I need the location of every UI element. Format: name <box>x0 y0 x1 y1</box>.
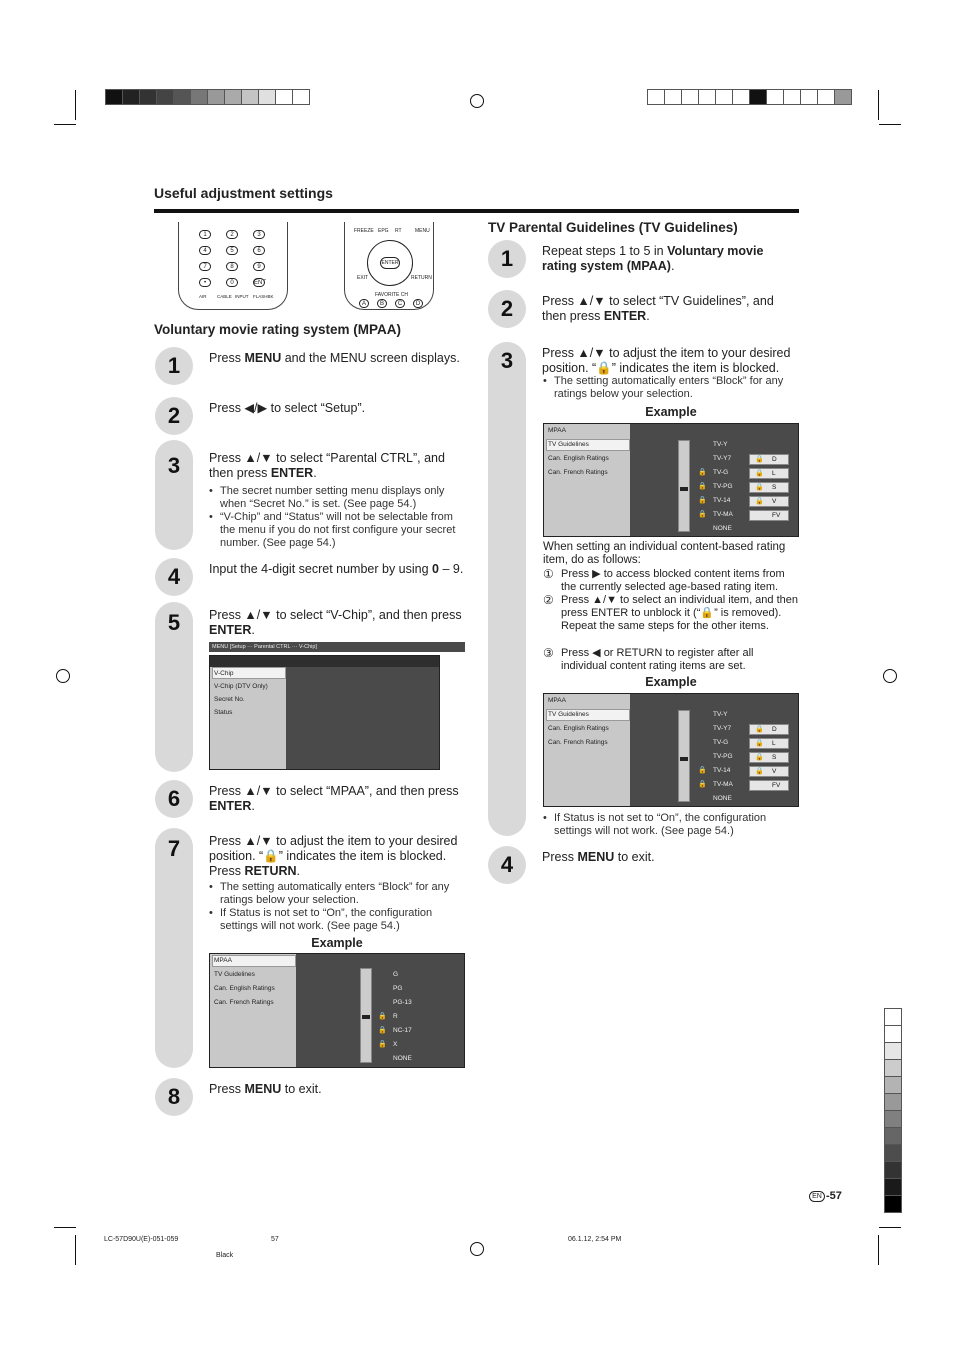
favorite-key: B <box>377 299 387 308</box>
favorite-key: D <box>413 299 423 308</box>
rating-label: TV-Y <box>713 441 728 448</box>
color-swatch <box>884 1093 902 1111</box>
content-rating-box <box>749 482 789 493</box>
rating-label: PG-13 <box>393 999 412 1006</box>
color-swatch <box>884 1008 902 1026</box>
lock-icon: 🔒 <box>755 726 764 733</box>
color-swatch <box>749 89 767 105</box>
content-rating-code: D <box>772 456 777 463</box>
step-text-bold: MENU <box>244 351 282 365</box>
remote-key: 2 <box>226 230 238 239</box>
content-rating-box <box>749 510 789 521</box>
vchip-menu-item: Secret No. <box>214 696 245 703</box>
step-text-bold: ENTER <box>603 309 647 323</box>
color-swatch <box>698 89 716 105</box>
step-number: 3 <box>155 447 193 485</box>
step-text-bold: ENTER <box>270 466 314 480</box>
step-text <box>209 451 465 481</box>
page-ref: 57 <box>271 1236 279 1243</box>
step-number: 8 <box>155 1078 193 1116</box>
menu-label: MENU <box>415 228 430 234</box>
step-number: 2 <box>155 397 193 435</box>
exit-label: EXIT <box>357 275 369 281</box>
osd-slider <box>678 710 690 802</box>
step-text-post: to exit. <box>281 1082 322 1096</box>
lock-icon: 🔒 <box>755 768 764 775</box>
content-rating-code: V <box>772 498 777 505</box>
rating-label: NONE <box>713 795 732 802</box>
content-rating-box <box>749 468 789 479</box>
tv-heading: TV Parental Guidelines (TV Guidelines) <box>488 220 738 235</box>
rating-label: TV-14 <box>713 767 731 774</box>
remote-label: CABLE <box>217 294 232 299</box>
rating-label: TV-PG <box>713 483 733 490</box>
mpaa-osd <box>209 953 465 1068</box>
crop-mark <box>879 1227 901 1228</box>
enter-button: ENTER <box>380 257 400 269</box>
step-number: 7 <box>155 830 193 868</box>
tv-osd-example-2 <box>543 693 799 807</box>
step-number: 1 <box>488 240 526 278</box>
remote-key: 3 <box>253 230 265 239</box>
rating-label: TV-14 <box>713 497 731 504</box>
step-text-post: to exit. <box>614 850 655 864</box>
content-rating-code: FV <box>772 512 781 519</box>
osd-menu-item: MPAA <box>214 957 232 964</box>
remote-label: INPUT <box>235 294 249 299</box>
osd-menu-item: Can. French Ratings <box>548 469 608 476</box>
content-rating-code: FV <box>772 782 781 789</box>
vchip-menu-bar: MENU [Setup ··· Parental CTRL ··· V-Chip] <box>209 642 465 652</box>
step-text-pre: Press ▲/▼ to select “TV Guidelines”, and then press <box>542 294 774 323</box>
remote-label: FLASHBK <box>253 294 274 299</box>
vchip-menu-item: Status <box>214 709 233 716</box>
step-text-pre: Press <box>542 850 578 864</box>
substep-number: ② <box>543 593 554 607</box>
favorite-key: C <box>395 299 405 308</box>
step-text-post: . <box>251 623 255 637</box>
step-text-bold: Voluntary movie rating system (MPAA) <box>542 244 764 273</box>
mpaa-step7-bullet-1: • The setting automatically enters “Block” for any ratings below your selection. <box>209 881 464 907</box>
color-swatch <box>817 89 835 105</box>
color-swatch <box>800 89 818 105</box>
osd-menu-item: Can. English Ratings <box>548 725 609 732</box>
step-text <box>209 401 465 416</box>
content-rating-box <box>749 752 789 763</box>
osd-menu-item: Can. English Ratings <box>214 985 275 992</box>
tv-step3-bullet: • The setting automatically enters “Block” for any ratings below your selection. <box>543 375 799 401</box>
color-swatch <box>766 89 784 105</box>
substep-number: ③ <box>543 646 554 660</box>
content-rating-box <box>749 766 789 777</box>
crop-mark <box>54 1227 76 1228</box>
osd-menu-item: Can. English Ratings <box>548 455 609 462</box>
step-text <box>209 834 465 879</box>
content-rating-box <box>749 780 789 791</box>
remote-key: 9 <box>253 262 265 271</box>
color-swatch <box>884 1110 902 1128</box>
timestamp: 06.1.12, 2:54 PM <box>568 1236 622 1243</box>
lock-icon: 🔒 <box>755 754 764 761</box>
lock-icon: 🔒 <box>698 469 707 476</box>
step-text-post: – 9. <box>439 562 464 576</box>
vchip-menu-top <box>210 656 439 667</box>
step-text-pre: Press ▲/▼ to adjust the item to your desired position. “🔒” indicates the item is blocked. <box>542 346 791 375</box>
step-number: 4 <box>155 558 193 596</box>
step-text <box>542 294 798 324</box>
step-bar <box>488 342 526 836</box>
step-text-bold: MENU <box>244 1082 282 1096</box>
lock-icon: 🔒 <box>698 781 707 788</box>
step-text-pre: Input the 4-digit secret number by using <box>209 562 433 576</box>
step-text-post: . <box>646 309 650 323</box>
step-text-post: . <box>313 466 317 480</box>
color-swatch <box>783 89 801 105</box>
remote-navigation-pad <box>344 222 434 310</box>
remote-key: 1 <box>199 230 211 239</box>
osd-menu-item: Can. French Ratings <box>214 999 274 1006</box>
color-swatch <box>207 89 225 105</box>
substep-text: Press ◀ or RETURN to register after all individual content rating items are set. <box>561 647 754 672</box>
color-swatch <box>664 89 682 105</box>
remote-key: 4 <box>199 246 211 255</box>
remote-key: 0 <box>226 278 238 287</box>
crop-mark <box>878 1235 879 1265</box>
lock-icon: 🔒 <box>698 483 707 490</box>
content-rating-code: S <box>772 754 777 761</box>
registration-mark <box>883 669 897 683</box>
rating-label: TV-G <box>713 739 729 746</box>
color-swatch <box>884 1161 902 1179</box>
lock-icon: 🔒 <box>378 1041 387 1048</box>
step-number: 4 <box>488 846 526 884</box>
tv-example-label-1: Example <box>645 405 697 419</box>
mpaa-step7-bullet-2: • If Status is not set to “On”, the configuration settings will not work. (See page 54.) <box>209 907 464 933</box>
color-swatch <box>681 89 699 105</box>
rating-label: NONE <box>393 1055 412 1062</box>
color-swatch <box>884 1025 902 1043</box>
step-text-bold: ENTER <box>209 623 252 637</box>
content-rating-box <box>749 454 789 465</box>
color-swatch <box>258 89 276 105</box>
remote-key: ENT <box>254 280 266 286</box>
color-swatch <box>884 1042 902 1060</box>
color-swatch <box>241 89 259 105</box>
osd-slider <box>678 440 690 532</box>
lock-icon: 🔒 <box>755 456 764 463</box>
mpaa-slider <box>360 968 372 1063</box>
mpaa-step3-bullet-1: • The secret number setting menu displays only when “Secret No.” is set. (See page 54.) <box>209 485 464 511</box>
rating-label: TV-MA <box>713 511 733 518</box>
lock-icon: 🔒 <box>378 1027 387 1034</box>
color-swatch <box>884 1127 902 1145</box>
content-rating-code: D <box>772 726 777 733</box>
substep-number: ① <box>543 567 554 581</box>
step-text <box>209 784 465 814</box>
crop-mark <box>54 124 76 125</box>
content-rating-box <box>749 496 789 507</box>
step-text <box>209 608 465 638</box>
rating-label: X <box>393 1041 398 1048</box>
content-rating-code: S <box>772 484 777 491</box>
lock-icon: 🔒 <box>378 1013 387 1020</box>
registration-mark <box>470 94 484 108</box>
color-swatch <box>139 89 157 105</box>
rating-label: NONE <box>713 525 732 532</box>
rating-label: TV-Y <box>713 711 728 718</box>
step-text-post: . <box>251 799 255 813</box>
color-swatch <box>122 89 140 105</box>
step-text-pre: Press <box>209 351 245 365</box>
page-number: -57 <box>826 1190 842 1202</box>
favorite-ch-label: FAVORITE CH <box>375 292 408 298</box>
registration-mark <box>470 1242 484 1256</box>
mpaa-heading: Voluntary movie rating system (MPAA) <box>154 322 402 337</box>
step-number: 6 <box>155 780 193 818</box>
rating-label: R <box>393 1013 398 1020</box>
mpaa-step3-bullet-2: • “V-Chip” and “Status” will not be selectable from the menu if you do not first configure your secret number. (See page 54.) <box>209 511 464 550</box>
color-swatch <box>190 89 208 105</box>
step-text-post: . <box>296 864 301 878</box>
step-text-bold: 0 <box>432 562 439 576</box>
lock-icon: 🔒 <box>698 497 707 504</box>
content-rating-code: V <box>772 768 777 775</box>
color-label: Black <box>216 1252 234 1259</box>
remote-key: 6 <box>253 246 265 255</box>
color-swatch <box>292 89 310 105</box>
favorite-key: A <box>359 299 369 308</box>
step-text-pre: Press ▲/▼ to select “MPAA”, and then press <box>209 784 459 798</box>
crop-mark <box>75 1235 76 1265</box>
osd-menu-item: Can. French Ratings <box>548 739 608 746</box>
step-text-pre: Press ▲/▼ to select “V-Chip”, and then press <box>209 608 462 622</box>
freeze-label: FREEZE <box>354 228 374 234</box>
rt-label: RT <box>395 228 402 234</box>
substep-text: Press ▲/▼ to select an individual item, and then press ENTER to unblock it (“🔒” is removed). Repeat the same steps for the other items. <box>561 594 799 632</box>
remote-key: 7 <box>199 262 211 271</box>
remote-label: AIR <box>199 294 207 299</box>
crop-mark <box>879 124 901 125</box>
lock-icon: 🔒 <box>755 470 764 477</box>
vchip-menu <box>209 655 440 770</box>
rating-label: PG <box>393 985 403 992</box>
rating-label: TV-Y7 <box>713 725 732 732</box>
section-rule <box>154 209 799 213</box>
step-number: 2 <box>488 290 526 328</box>
color-swatch <box>884 1076 902 1094</box>
color-swatch <box>173 89 191 105</box>
step-number: 5 <box>155 604 193 642</box>
color-swatch <box>224 89 242 105</box>
step-text <box>209 562 465 577</box>
step-text-pre: Press ▲/▼ to adjust the item to your desired position. “🔒” indicates the item is blocked. Press <box>209 834 458 878</box>
color-swatch <box>732 89 750 105</box>
registration-mark <box>56 669 70 683</box>
step-text <box>542 346 798 376</box>
color-swatch <box>884 1178 902 1196</box>
step-text-bold: MENU <box>577 850 615 864</box>
color-swatch <box>275 89 293 105</box>
content-intro: When setting an individual content-based rating item, do as follows: <box>543 541 786 566</box>
step-text-post: and the MENU screen displays. <box>281 351 460 365</box>
rating-label: TV-Y7 <box>713 455 732 462</box>
rating-label: TV-PG <box>713 753 733 760</box>
color-swatch <box>647 89 665 105</box>
lock-icon: 🔒 <box>755 484 764 491</box>
return-label: RETURN <box>411 275 432 281</box>
step-text <box>209 1082 465 1097</box>
rating-label: TV-MA <box>713 781 733 788</box>
mpaa-example-label: Example <box>311 936 363 950</box>
tv-after-bullet: • If Status is not set to “On”, the configuration settings will not work. (See page 54.) <box>543 812 799 838</box>
content-rating-box <box>749 724 789 735</box>
tv-osd-example-1 <box>543 423 799 537</box>
color-swatch <box>156 89 174 105</box>
osd-menu-item: MPAA <box>548 427 566 434</box>
step-text <box>542 244 798 274</box>
color-swatch <box>105 89 123 105</box>
osd-menu-item: TV Guidelines <box>548 441 589 448</box>
section-title: Useful adjustment settings <box>154 185 333 201</box>
lock-icon: 🔒 <box>755 740 764 747</box>
color-swatch <box>834 89 852 105</box>
step-text-pre: Press ▲/▼ to select “Parental CTRL”, and then press <box>209 451 445 480</box>
osd-menu-item: TV Guidelines <box>548 711 589 718</box>
crop-mark <box>75 90 76 120</box>
osd-menu-item: MPAA <box>548 697 566 704</box>
step-number: 1 <box>155 347 193 385</box>
step-text <box>542 850 798 865</box>
file-name: LC-57D90U(E)-051-059 <box>104 1236 179 1243</box>
remote-key: 5 <box>226 246 238 255</box>
rating-label: NC-17 <box>393 1027 412 1034</box>
color-swatch <box>884 1195 902 1213</box>
lock-icon: 🔒 <box>755 498 764 505</box>
color-swatch <box>884 1059 902 1077</box>
step-number: 3 <box>488 342 526 380</box>
color-swatch <box>715 89 733 105</box>
vchip-menu-item: V-Chip (DTV Only) <box>214 683 268 690</box>
vchip-menu-item: V-Chip <box>214 670 234 677</box>
crop-mark <box>878 90 879 120</box>
lock-icon: 🔒 <box>698 767 707 774</box>
rating-label: G <box>393 971 399 978</box>
remote-key: • <box>199 278 211 287</box>
step-text-post: . <box>670 259 675 273</box>
page-badge: EN <box>809 1191 825 1202</box>
content-rating-code: L <box>772 740 776 747</box>
epg-label: EPG <box>378 228 389 234</box>
tv-example-label-2: Example <box>645 675 697 689</box>
step-text-pre: Press ◀/▶ to select “Setup”. <box>209 401 366 415</box>
step-text <box>209 351 465 366</box>
step-text-pre: Repeat steps 1 to 5 in <box>542 244 668 258</box>
substep-text: Press ▶ to access blocked content items from the currently selected age-based rating item. <box>561 568 785 593</box>
remote-key: 8 <box>226 262 238 271</box>
content-rating-code: L <box>772 470 776 477</box>
remote-number-pad <box>178 222 288 310</box>
color-swatch <box>884 1144 902 1162</box>
content-rating-box <box>749 738 789 749</box>
step-text-bold: RETURN <box>244 864 297 878</box>
step-text-bold: ENTER <box>209 799 252 813</box>
osd-menu-item: TV Guidelines <box>214 971 255 978</box>
lock-icon: 🔒 <box>698 511 707 518</box>
step-text-pre: Press <box>209 1082 245 1096</box>
rating-label: TV-G <box>713 469 729 476</box>
